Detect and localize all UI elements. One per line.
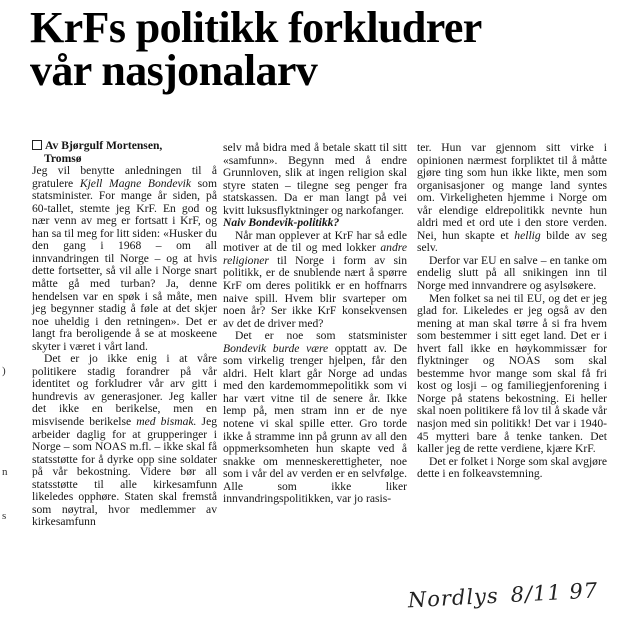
byline-place: Tromsø (44, 151, 82, 165)
paragraph: Men folket sa nei til EU, og det er jeg glad for. Likeledes er jeg også av den mening at man skal tørre å si fra hvem som bestemmer i sitt eget land. Det er i hvert fall ikke en høykommissær for flyktninger og NOAS som skal bestemme hvor mange som skal få fri kost og losji – og familiegjenforening i Norge på statens bekostning. Ei heller skal noen politikere få lov til å skade vår nasjon med sin politikk! Det var i 1940-45 mytteri bare å tenke tanken. Det kaller jeg de rette verdiene, kjære KrF. (417, 291, 607, 456)
article-column-2 (223, 142, 407, 506)
paragraph: Det er jo ikke enig i at våre politikere stadig forandrer på vår identitet og forkludrer vår arv gitt i hundrevis av generasjoner. Jeg kaller det ikke en berikelse, men en misvisende berikelse med bismak. Jeg arbeider daglig for at grupperinger i Norge – som NOAS m.fl. – ikke skal få statsstøtte for å dyrke opp sine soldater på vår bekostning. Videre bør all statsstøtte til alle kirkesamfunn likeledes opphøre. Staten skal fremstå som nøytral, hvor medlemmer av kirkesamfunn (32, 352, 218, 529)
article-column-1 (32, 140, 217, 529)
margin-mark: ) (2, 365, 6, 377)
paragraph: Derfor var EU en salve – en tanke om endelig slutt på all snikingen inn til Norge med innvandrere og asylsøkere. (417, 253, 607, 293)
margin-mark: n (2, 466, 8, 478)
paragraph: Det er folket i Norge som skal avgjøre dette i en folkeavstemning. (417, 454, 607, 481)
subheading: Naiv Bondevik-politikk? (223, 216, 340, 230)
margin-mark: s (2, 510, 7, 522)
source-date: 8/11 97 (510, 578, 599, 607)
handwritten-source-note (407, 578, 613, 621)
article-column-3 (417, 142, 607, 481)
source-paper: Nordlys (407, 583, 500, 613)
byline-author: Av Bjørgulf Mortensen, (45, 139, 163, 152)
byline (32, 140, 217, 165)
headline-line-2: vår nasjonalarv (30, 46, 318, 95)
paragraph: selv må bidra med å betale skatt til sitt «samfunn». Begynn med å endre Grunnloven, slik at ingen religion skal styre staten – tilegne seg penger fra statskassen. Da er man langt på vei kvitt luksusflyktninger og narkofanger. (223, 141, 407, 217)
paragraph: Det er noe som statsminister Bondevik burde være opptatt av. De som virkelig trenger hjelpen, får den aldri. Helt klart går Norge ad undas med den kardemommepolitikk som vi har vært vitne til de senere år. Ikke lemp på, men stram inn er de nye notene vi skal spille etter. Gro torde ikke å stramme inn på grunn av all den oppmerksomheten hun skapte ved å snakke om menneskerettigheter, noe som i vår del av verden er en selvfølge. Alle som ikke liker innvandringspolitikken, var jo rasis- (223, 329, 407, 506)
bullet-box-icon (32, 140, 42, 150)
paragraph: ter. Hun var gjennom sitt virke i opinionen nærmest forpliktet til å måtte gjøre ting som hun ikke likte, men som organisasjoner og mange land syntes om. Virkeligheten hjemme i Norge om vår elendige eldrepolitikk nevnte hun aldri med et ord ute i den store verden. Nei, hun skapte et hellig bilde av seg selv. (417, 141, 607, 255)
paragraph: Når man opplever at KrF har så edle motiver at de til og med lokker andre religioner til Norge i form av sin politikk, er de snublende nært å spørre KrF om deres politikk er en hoffnarrs naive spill. Hvem blir svarteper om noen år? Ser ikke KrF konsekvensen av det de driver med? (223, 228, 407, 330)
headline (30, 3, 615, 95)
headline-line-1: KrFs politikk forkludrer (30, 3, 482, 52)
paragraph: Jeg vil benytte anledningen til å gratulere Kjell Magne Bondevik som statsminister. For mange år siden, på 60-tallet, stemte jeg KrF. En god og nær venn av meg er fortsatt i KrF, og han sa til meg for litt siden: «Husker du den gang i 1968 – om all innvandringen til Norge – og at hvis dette fortsetter, så vil alle i Norge snart måtte gå med turban? Ja, denne hendelsen var en spøk i så måte, men jeg begynner stadig å føle at det skjer noe uheldig i den retningen». Det er langt fra beroligende å se at moskeene skyter i været i vårt land. (32, 164, 217, 353)
